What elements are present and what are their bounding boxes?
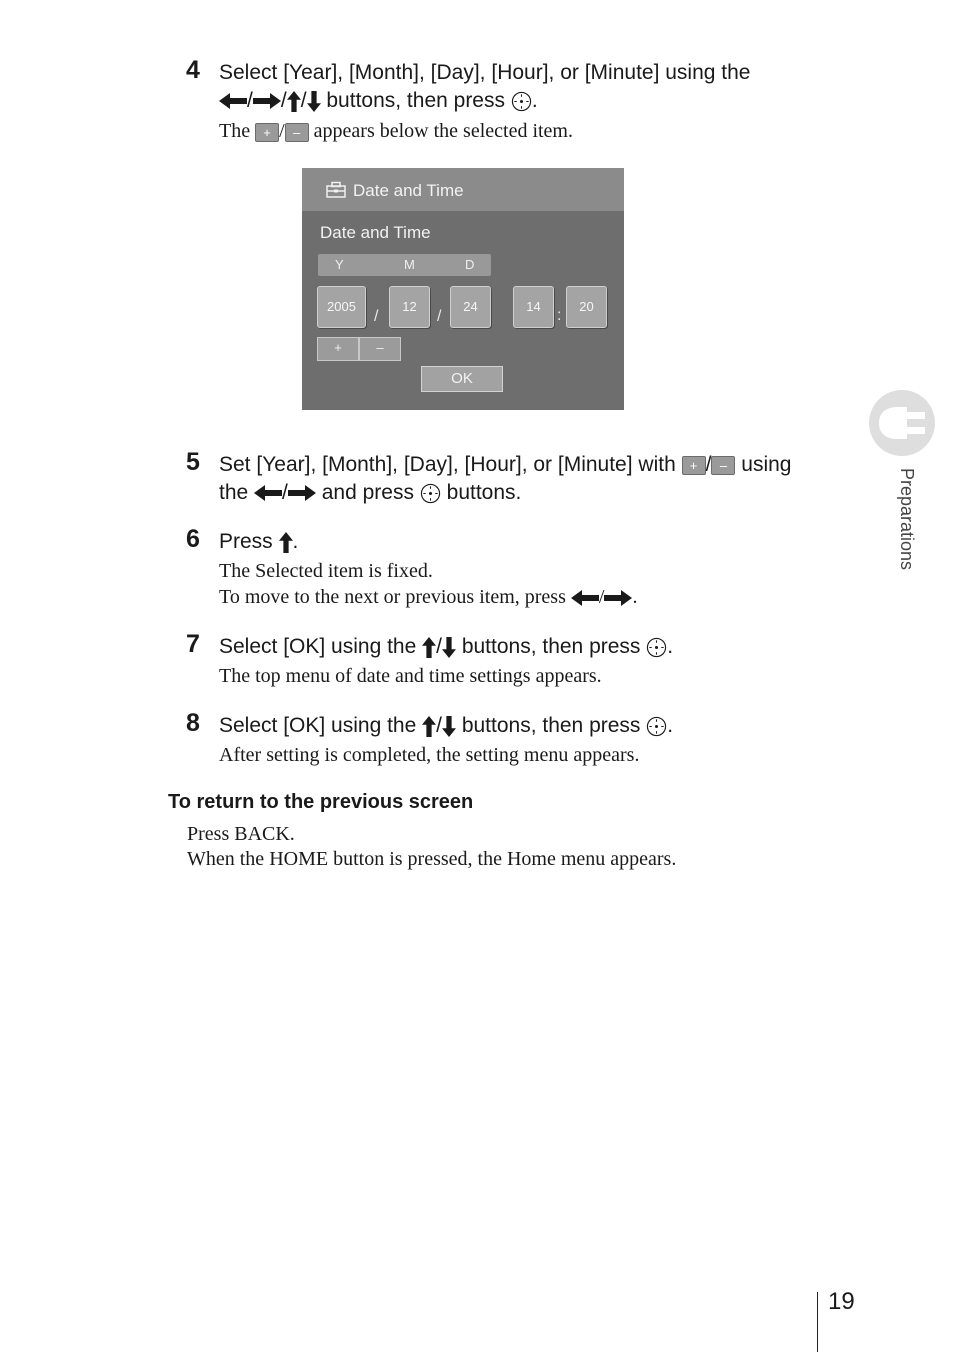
step-description: The top menu of date and time settings appears.	[219, 665, 602, 687]
section-line: Press BACK.	[187, 823, 295, 845]
section-line: When the HOME button is pressed, the Home menu appears.	[187, 848, 677, 870]
section-label: Preparations	[897, 468, 917, 571]
step-heading: Press .	[219, 530, 299, 553]
left-arrow-icon	[254, 484, 282, 502]
step-heading-line1: Select [Year], [Month], [Day], [Hour], or [Minute] using the	[219, 61, 751, 84]
year-field[interactable]: 2005	[317, 286, 366, 328]
enter-button-icon	[511, 91, 532, 112]
step-number: 8	[186, 709, 200, 737]
month-label: M	[404, 257, 415, 272]
minute-field[interactable]: 20	[566, 286, 607, 328]
day-field[interactable]: 24	[450, 286, 491, 328]
left-arrow-icon	[219, 92, 247, 110]
left-arrow-icon	[571, 589, 599, 607]
step-number: 5	[186, 448, 200, 476]
date-separator: /	[374, 308, 379, 325]
screen-header	[302, 168, 624, 211]
plus-button[interactable]: +	[317, 337, 359, 361]
enter-button-icon	[420, 483, 441, 504]
minus-button[interactable]: –	[359, 337, 401, 361]
hour-field[interactable]: 14	[513, 286, 554, 328]
screen-title: Date and Time	[353, 181, 464, 200]
toolbox-icon	[326, 181, 346, 198]
enter-button-icon	[646, 637, 667, 658]
step-heading: Select [Year], [Month], [Day], [Hour], or [Minute] using the / / / buttons, then press .	[219, 61, 751, 112]
section-heading: To return to the previous screen	[168, 791, 474, 813]
time-separator: :	[557, 307, 562, 324]
down-arrow-icon	[307, 91, 321, 112]
month-field[interactable]: 12	[389, 286, 430, 328]
step-description: After setting is completed, the setting menu appears.	[219, 744, 640, 766]
up-arrow-icon	[422, 637, 436, 658]
page-number: 19	[828, 1288, 855, 1315]
step-heading-line2: buttons, then press	[326, 89, 505, 112]
up-arrow-icon	[422, 716, 436, 737]
step-description: The + / – appears below the selected item.	[219, 120, 573, 142]
down-arrow-icon	[442, 637, 456, 658]
step-number: 6	[186, 525, 200, 553]
ymd-label-bar	[318, 254, 491, 276]
plug-icon	[875, 404, 929, 442]
step-number: 7	[186, 630, 200, 658]
day-label: D	[465, 257, 475, 272]
up-arrow-icon	[287, 91, 301, 112]
ok-button[interactable]: OK	[421, 366, 503, 392]
date-time-screen	[302, 168, 624, 410]
section-tab	[869, 390, 935, 456]
right-arrow-icon	[604, 589, 632, 607]
right-arrow-icon	[288, 484, 316, 502]
step-heading: Select [OK] using the / buttons, then press .	[219, 714, 674, 737]
minus-button-icon: –	[285, 123, 309, 142]
up-arrow-icon	[279, 532, 293, 553]
right-arrow-icon	[253, 92, 281, 110]
screen-subtitle: Date and Time	[320, 223, 431, 242]
step-heading: Set [Year], [Month], [Day], [Hour], or [Minute] with + / – using the / and press buttons.	[219, 453, 792, 504]
page-number-rule	[817, 1292, 818, 1352]
enter-button-icon	[646, 716, 667, 737]
step-description: The Selected item is fixed. To move to the next or previous item, press / .	[219, 560, 638, 608]
plus-button-icon: +	[682, 456, 706, 475]
step-heading: Select [OK] using the / buttons, then press .	[219, 635, 674, 658]
year-label: Y	[335, 257, 344, 272]
plus-button-icon: +	[255, 123, 279, 142]
date-separator: /	[437, 308, 442, 325]
step-number: 4	[186, 56, 200, 84]
down-arrow-icon	[442, 716, 456, 737]
minus-button-icon: –	[711, 456, 735, 475]
